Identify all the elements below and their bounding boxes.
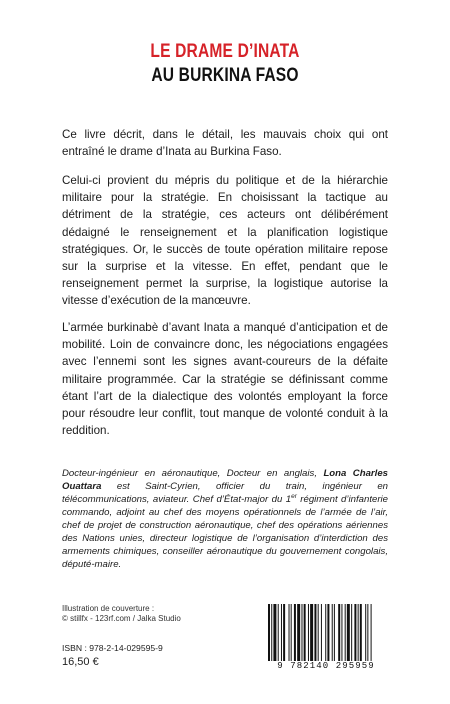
barcode-bar bbox=[318, 604, 319, 661]
barcode-bar bbox=[294, 604, 296, 661]
barcode-bar bbox=[321, 604, 322, 661]
barcode-bar bbox=[304, 604, 306, 661]
barcode-bar bbox=[367, 604, 368, 661]
barcode-bar bbox=[341, 604, 342, 661]
paragraph-text: Ce livre décrit, dans le détail, les mauvais choix qui ont entraîné le drame d’Inata au Burkina Faso. bbox=[62, 128, 388, 159]
barcode-bar bbox=[268, 604, 270, 661]
bio-rest: régiment d’infanterie commando, adjoint au chef des moyens opérationnels de l’armée de l’air, chef de projet de construction aéronautique, chef des opérations aériennes des Nations unies, directeur logistique de l’organisation d’interdiction des armements chimiques, conseiller aéronautique du gouvernement congolais, député-maire. bbox=[62, 494, 388, 570]
barcode-bar bbox=[332, 604, 333, 661]
barcode-bar bbox=[297, 604, 300, 661]
barcode-bar bbox=[289, 604, 290, 661]
barcode-bar bbox=[308, 604, 309, 661]
title-line-1: LE DRAME D’INATA bbox=[150, 41, 300, 62]
bio-superscript: er bbox=[291, 492, 297, 500]
paragraph-text: L’armée burkinabè d’avant Inata a manqué d’anticipation et de mobilité. Loin de convaincre donc, les négociations engagées avec l’ennemi sont les signes avant-coureurs de la défaite militaire programmée. Car la stratégie se définissant comme étant l’art de la dialectique des volontés employant la force pour résoudre leur conflit, tout manque de volonté conduit à la reddition. bbox=[62, 321, 388, 438]
barcode-bar bbox=[273, 604, 276, 661]
barcode-bar bbox=[314, 604, 316, 661]
book-title bbox=[0, 40, 450, 88]
barcode-bars bbox=[268, 604, 388, 661]
title-line-2: AU BURKINA FASO bbox=[151, 65, 299, 86]
barcode-bar bbox=[351, 604, 352, 661]
barcode-bar bbox=[371, 604, 372, 661]
cover-credits bbox=[62, 604, 262, 625]
paragraph-intro bbox=[62, 126, 388, 160]
barcode-bar bbox=[325, 604, 326, 661]
author-bio bbox=[62, 467, 388, 571]
barcode-bar bbox=[291, 604, 292, 661]
paragraph-army bbox=[62, 319, 388, 439]
barcode-bar bbox=[283, 604, 285, 661]
barcode-bar bbox=[271, 604, 272, 661]
barcode-bar bbox=[354, 604, 356, 661]
author-name: Lona Charles Ouattara bbox=[62, 468, 388, 492]
credits-source: © stillfx - 123rf.com / Jalka Studio bbox=[62, 614, 181, 624]
barcode-bar bbox=[345, 604, 346, 661]
barcode-bar bbox=[338, 604, 340, 661]
barcode-bar bbox=[358, 604, 359, 661]
price: 16,50 € bbox=[62, 656, 99, 668]
barcode-bar bbox=[278, 604, 279, 661]
barcode-bar bbox=[301, 604, 302, 661]
paragraph-strategy bbox=[62, 172, 388, 310]
barcode-bar bbox=[347, 604, 350, 661]
barcode-bar bbox=[327, 604, 329, 661]
barcode-bar bbox=[310, 604, 313, 661]
bio-middle: est Saint-Cyrien, officier du train, ingénieur en télécommunications, aviateur. Chef d’État-major du 1 bbox=[62, 481, 388, 505]
isbn: ISBN : 978-2-14-029595-9 bbox=[62, 643, 163, 653]
barcode-digits: 9 782140 295959 bbox=[277, 661, 375, 671]
barcode bbox=[262, 604, 390, 674]
credits-label: Illustration de couverture : bbox=[62, 604, 155, 613]
bio-intro: Docteur-ingénieur en aéronautique, Docteur en anglais, bbox=[62, 468, 324, 479]
barcode-bar bbox=[334, 604, 335, 661]
paragraph-text: Celui-ci provient du mépris du politique et de la hiérarchie militaire pour la stratégie. En choisissant la tactique au détriment de la stratégie, ces acteurs ont délibérément dédaigné le renseignement et la planification logistique stratégiques. Or, le succès de toute opération militaire repose sur la surprise et la vitesse. En effet, pendant que le renseignement permet la surprise, la logistique autorise la vitesse d’exécution de la manœuvre. bbox=[62, 174, 388, 308]
barcode-bar bbox=[360, 604, 362, 661]
barcode-bar bbox=[365, 604, 366, 661]
barcode-bar bbox=[281, 604, 282, 661]
